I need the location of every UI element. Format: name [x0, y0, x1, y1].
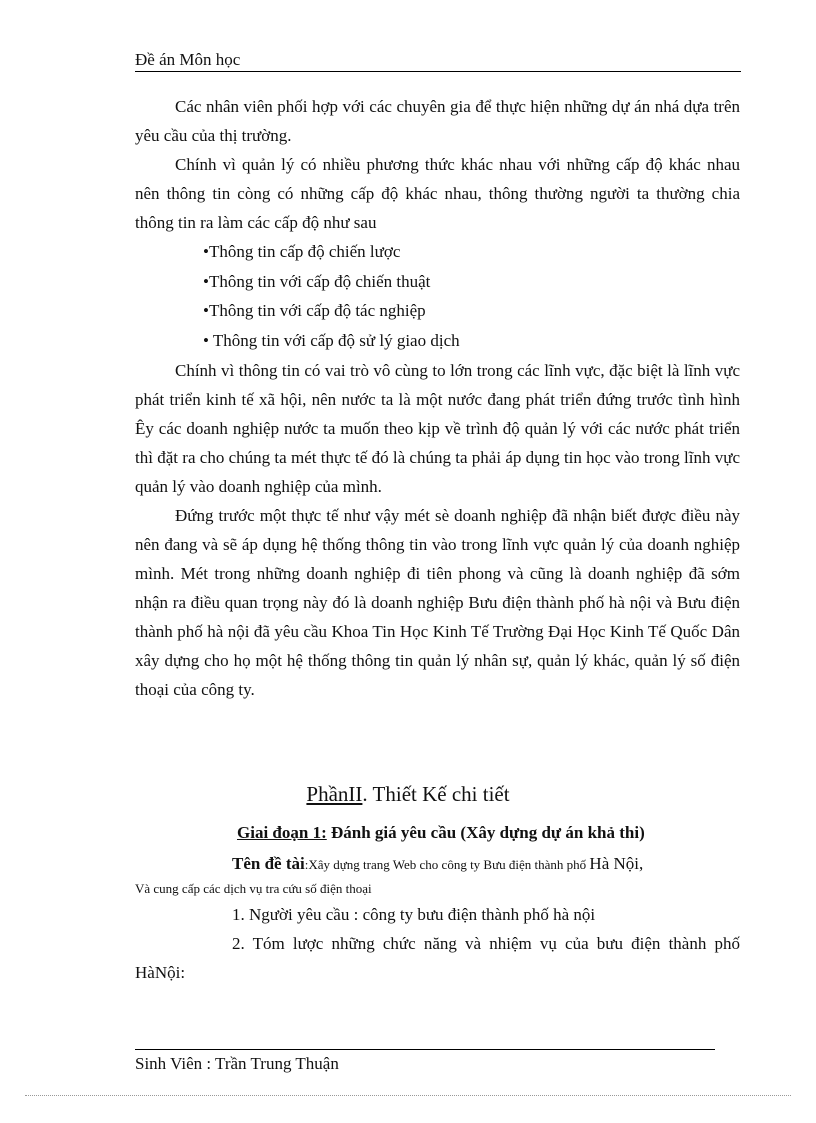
topic-line2: Và cung cấp các dịch vụ tra cứu số điện thoại [135, 881, 372, 896]
topic-city: Hà Nội, [589, 854, 644, 873]
topic-text: :Xây dựng trang Web cho công ty Bưu điện thành phố [304, 857, 590, 872]
list-item: • Thông tin với cấp độ sử lý giao dịch [203, 331, 460, 351]
stage-label: Giai đoạn 1: [237, 823, 327, 842]
paragraph: Chính vì thông tin có vai trò vô cùng to lớn trong các lĩnh vực, đặc biệt là lĩnh vực phát triển kinh tế xã hội, nên nước ta là một nước đang phát triển đứng trước tình hình Êy các doanh nghiệp nước ta muốn theo kịp về trình độ quản lý với các nước phát triển thì đặt ra cho chúng ta mét thực tế đó là chúng ta phải áp dụng tin học vào trong lĩnh vực quản lý vào doanh nghiệp của mình. [135, 360, 740, 496]
numbered-list [135, 900, 740, 987]
page-footer: Sinh Viên : Trần Trung Thuận [135, 1054, 339, 1073]
section-heading [0, 782, 816, 807]
paragraph: Đứng trước một thực tế như vậy mét sè doanh nghiệp đã nhận biết được điều này nên đang và sẽ áp dụng hệ thống thông tin vào trong lĩnh vực quản lý của doanh nghiệp mình. Mét trong những doanh nghiệp đi tiên phong và cũng là doanh nghiệp đã sớm nhận ra điều quan trọng này đó là doanh nghiệp Bưu điện thành phố hà nội và Bưu điện thành phố hà nội đã yêu cầu Khoa Tin Học Kinh Tế Trường Đại Học Kinh Tế Quốc Dân xây dựng cho họ một hệ thống thông tin quản lý nhân sự, quản lý khác, quản lý số điện thoại của công ty. [135, 505, 740, 699]
page-header: Đề án Môn học [135, 50, 741, 72]
section-title-text: . Thiết Kế chi tiết [362, 782, 510, 806]
paragraph: Các nhân viên phối hợp với các chuyên gia để thực hiện những dự án nhá dựa trên yêu cầu của thị trường. [135, 97, 740, 145]
topic-label: Tên đề tài [232, 854, 305, 873]
topic-block [135, 852, 740, 901]
intro-text [135, 92, 740, 704]
footer-divider [135, 1049, 715, 1050]
section-part: PhầnII [306, 782, 363, 806]
paragraph: Chính vì quản lý có nhiều phương thức khác nhau với những cấp độ khác nhau nên thông tin còng có những cấp độ khác nhau, thông thường người ta thường chia thông tin ra làm các cấp độ như sau [135, 155, 740, 232]
page-bottom-border [25, 1095, 791, 1096]
stage-heading [237, 823, 645, 843]
list-item: •Thông tin với cấp độ tác nghiệp [203, 301, 426, 321]
info-levels-list [135, 237, 740, 356]
list-item: 1. Người yêu cầu : công ty bưu điện thành phố hà nội [232, 905, 596, 924]
list-item: •Thông tin cấp độ chiến lược [203, 242, 401, 261]
stage-title: Đánh giá yêu cầu (Xây dựng dự án khả thi) [326, 823, 645, 842]
list-item: 2. Tóm lược những chức năng và nhiệm vụ của bưu điện thành phố HàNội: [135, 934, 740, 982]
list-item: •Thông tin với cấp độ chiến thuật [203, 271, 431, 291]
